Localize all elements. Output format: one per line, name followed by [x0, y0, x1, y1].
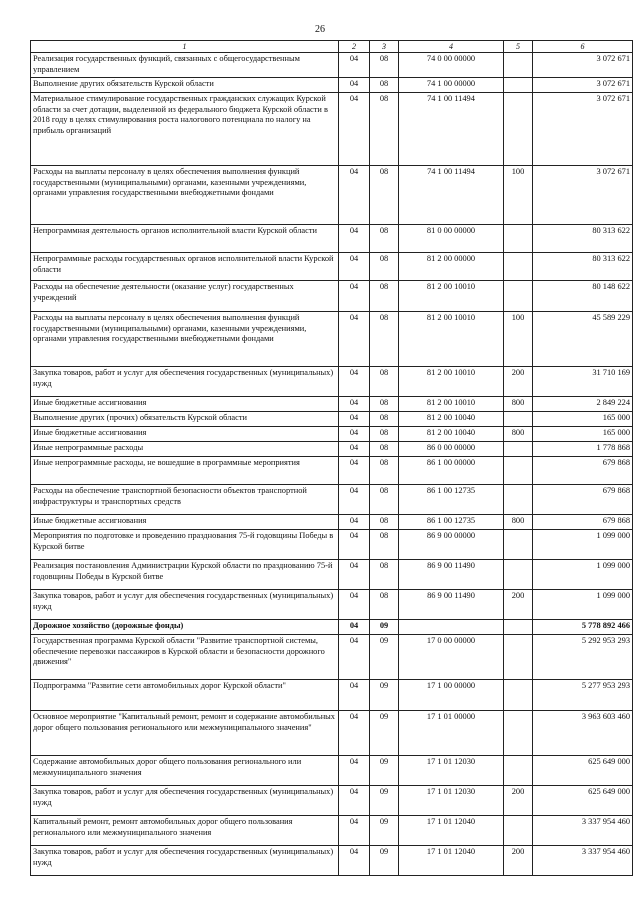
row-section: 04: [339, 397, 370, 412]
table-row: [31, 711, 633, 756]
row-target-article: 74 1 00 11494: [399, 166, 504, 225]
row-name: Дорожное хозяйство (дорожные фонды): [31, 620, 339, 635]
row-subsection: 09: [370, 756, 399, 786]
row-name: Выполнение других (прочих) обязательств Курской области: [31, 412, 339, 427]
row-target-article: 81 2 00 10040: [399, 412, 504, 427]
row-section: 04: [339, 680, 370, 711]
row-target-article: 86 9 00 11490: [399, 560, 504, 590]
row-target-article: 86 1 00 12735: [399, 515, 504, 530]
row-expense-type: 200: [504, 367, 533, 397]
row-expense-type: [504, 485, 533, 515]
column-header: 6: [533, 41, 633, 53]
table-row: [31, 590, 633, 620]
row-subsection: 08: [370, 442, 399, 457]
row-section: 04: [339, 93, 370, 166]
row-target-article: 17 1 01 12040: [399, 816, 504, 846]
row-section: 04: [339, 515, 370, 530]
row-name: Расходы на выплаты персоналу в целях обеспечения выполнения функций государственными (муниципальными) органами, казенными учреждениями, органами управления государственными внебюджетными фондами: [31, 166, 339, 225]
row-subsection: 08: [370, 281, 399, 312]
table-row: [31, 53, 633, 78]
row-name: Иные непрограммные расходы, не вошедшие в программные мероприятия: [31, 457, 339, 485]
row-expense-type: [504, 93, 533, 166]
row-amount: 5 778 892 466: [533, 620, 633, 635]
row-subsection: 08: [370, 560, 399, 590]
row-section: 04: [339, 253, 370, 281]
row-subsection: 08: [370, 427, 399, 442]
row-section: 04: [339, 166, 370, 225]
row-amount: 80 313 622: [533, 225, 633, 253]
row-expense-type: [504, 442, 533, 457]
table-row: [31, 166, 633, 225]
row-section: 04: [339, 560, 370, 590]
row-name: Содержание автомобильных дорог общего пользования регионального или межмуниципального значения: [31, 756, 339, 786]
row-target-article: 17 0 00 00000: [399, 635, 504, 680]
row-subsection: 09: [370, 711, 399, 756]
row-name: Расходы на обеспечение транспортной безопасности объектов транспортной инфраструктуры и транспортных средств: [31, 485, 339, 515]
row-name: Мероприятия по подготовке и проведению празднования 75-й годовщины Победы в Курской битве: [31, 530, 339, 560]
row-expense-type: [504, 53, 533, 78]
row-name: Закупка товаров, работ и услуг для обеспечения государственных (муниципальных) нужд: [31, 846, 339, 876]
row-section: 04: [339, 457, 370, 485]
column-header: 5: [504, 41, 533, 53]
row-section: 04: [339, 711, 370, 756]
row-expense-type: [504, 457, 533, 485]
row-amount: 80 148 622: [533, 281, 633, 312]
row-target-article: 81 2 00 10010: [399, 281, 504, 312]
row-name: Реализация постановления Администрации Курской области по празднованию 75-й годовщины Победы в Курской битве: [31, 560, 339, 590]
row-expense-type: 100: [504, 312, 533, 367]
row-name: Материальное стимулирование государственных гражданских служащих Курской области за счет дотации, выделенной из федерального бюджета Курской области в 2018 году в целях стимулирования роста налогового потенциала по налогу на прибыль организаций: [31, 93, 339, 166]
row-subsection: 09: [370, 786, 399, 816]
row-section: 04: [339, 756, 370, 786]
row-name: Реализация государственных функций, связанных с общегосударственным управлением: [31, 53, 339, 78]
row-section: 04: [339, 225, 370, 253]
row-amount: 3 963 603 460: [533, 711, 633, 756]
table-row: [31, 367, 633, 397]
table-row: [31, 442, 633, 457]
row-target-article: 17 1 01 12030: [399, 786, 504, 816]
row-section: 04: [339, 846, 370, 876]
row-target-article: 81 0 00 00000: [399, 225, 504, 253]
row-name: Капитальный ремонт, ремонт автомобильных дорог общего пользования регионального или межмуниципального значения: [31, 816, 339, 846]
row-subsection: 08: [370, 485, 399, 515]
row-subsection: 08: [370, 53, 399, 78]
table-row: [31, 846, 633, 876]
row-subsection: 08: [370, 78, 399, 93]
row-amount: 80 313 622: [533, 253, 633, 281]
row-section: 04: [339, 53, 370, 78]
row-amount: 3 337 954 460: [533, 816, 633, 846]
row-amount: 3 337 954 460: [533, 846, 633, 876]
row-amount: 679 868: [533, 515, 633, 530]
table-row: [31, 786, 633, 816]
row-name: Непрограммная деятельность органов исполнительной власти Курской области: [31, 225, 339, 253]
row-expense-type: [504, 530, 533, 560]
column-header: 4: [399, 41, 504, 53]
row-subsection: 08: [370, 397, 399, 412]
row-expense-type: 200: [504, 846, 533, 876]
row-name: Иные непрограммные расходы: [31, 442, 339, 457]
row-expense-type: 800: [504, 515, 533, 530]
table-row: [31, 680, 633, 711]
table-row: [31, 457, 633, 485]
row-name: Иные бюджетные ассигнования: [31, 427, 339, 442]
row-subsection: 08: [370, 93, 399, 166]
row-expense-type: [504, 281, 533, 312]
row-expense-type: 800: [504, 427, 533, 442]
row-subsection: 08: [370, 530, 399, 560]
row-expense-type: 100: [504, 166, 533, 225]
row-target-article: 81 2 00 10040: [399, 427, 504, 442]
row-amount: 625 649 000: [533, 786, 633, 816]
row-amount: 31 710 169: [533, 367, 633, 397]
table-row: [31, 397, 633, 412]
row-target-article: 86 9 00 11490: [399, 590, 504, 620]
row-amount: 165 000: [533, 427, 633, 442]
row-target-article: 74 1 00 11494: [399, 93, 504, 166]
column-header: 3: [370, 41, 399, 53]
row-section: 04: [339, 530, 370, 560]
row-target-article: 17 1 00 00000: [399, 680, 504, 711]
row-subsection: 08: [370, 515, 399, 530]
row-expense-type: [504, 816, 533, 846]
row-name: Закупка товаров, работ и услуг для обеспечения государственных (муниципальных) нужд: [31, 786, 339, 816]
row-amount: 679 868: [533, 485, 633, 515]
row-subsection: 08: [370, 312, 399, 367]
row-expense-type: [504, 78, 533, 93]
table-row: [31, 816, 633, 846]
row-subsection: 08: [370, 590, 399, 620]
row-amount: 3 072 671: [533, 78, 633, 93]
row-name: Основное мероприятие "Капитальный ремонт, ремонт и содержание автомобильных дорог общего пользования регионального или межмуниципального значения": [31, 711, 339, 756]
row-expense-type: [504, 635, 533, 680]
row-expense-type: 200: [504, 590, 533, 620]
row-subsection: 09: [370, 816, 399, 846]
row-expense-type: [504, 412, 533, 427]
table-row: [31, 225, 633, 253]
row-target-article: 81 2 00 10010: [399, 367, 504, 397]
row-name: Расходы на обеспечение деятельности (оказание услуг) государственных учреждений: [31, 281, 339, 312]
table-header-row: [31, 41, 633, 53]
row-expense-type: [504, 560, 533, 590]
row-section: 04: [339, 281, 370, 312]
row-expense-type: 200: [504, 786, 533, 816]
row-subsection: 08: [370, 225, 399, 253]
row-amount: 1 099 000: [533, 530, 633, 560]
row-section: 04: [339, 816, 370, 846]
row-target-article: 74 0 00 00000: [399, 53, 504, 78]
row-amount: 45 589 229: [533, 312, 633, 367]
row-name: Государственная программа Курской области "Развитие транспортной системы, обеспечение перевозки пассажиров в Курской области и безопасности дорожного движения": [31, 635, 339, 680]
row-amount: 5 277 953 293: [533, 680, 633, 711]
row-target-article: 86 9 00 00000: [399, 530, 504, 560]
row-target-article: 17 1 01 12030: [399, 756, 504, 786]
row-expense-type: [504, 225, 533, 253]
row-target-article: 81 2 00 00000: [399, 253, 504, 281]
row-subsection: 09: [370, 846, 399, 876]
row-subsection: 08: [370, 367, 399, 397]
row-name: Подпрограмма "Развитие сети автомобильных дорог Курской области": [31, 680, 339, 711]
row-expense-type: [504, 756, 533, 786]
row-target-article: 81 2 00 10010: [399, 312, 504, 367]
row-name: Иные бюджетные ассигнования: [31, 515, 339, 530]
table-row: [31, 530, 633, 560]
row-section: 04: [339, 786, 370, 816]
table-row: [31, 312, 633, 367]
page-number: 26: [315, 24, 325, 35]
row-expense-type: [504, 620, 533, 635]
row-name: Непрограммные расходы государственных органов исполнительной власти Курской области: [31, 253, 339, 281]
table-row: [31, 485, 633, 515]
row-expense-type: [504, 253, 533, 281]
row-section: 04: [339, 412, 370, 427]
row-amount: 3 072 671: [533, 53, 633, 78]
row-name: Закупка товаров, работ и услуг для обеспечения государственных (муниципальных) нужд: [31, 590, 339, 620]
table-row: [31, 78, 633, 93]
row-amount: 165 000: [533, 412, 633, 427]
column-header: 2: [339, 41, 370, 53]
row-amount: 3 072 671: [533, 93, 633, 166]
column-header: 1: [31, 41, 339, 53]
row-section: 04: [339, 635, 370, 680]
row-section: 04: [339, 620, 370, 635]
table-row: [31, 412, 633, 427]
row-section: 04: [339, 590, 370, 620]
row-subsection: 09: [370, 680, 399, 711]
row-subsection: 09: [370, 635, 399, 680]
table-row: [31, 560, 633, 590]
row-expense-type: [504, 711, 533, 756]
row-amount: 5 292 953 293: [533, 635, 633, 680]
row-expense-type: [504, 680, 533, 711]
row-section: 04: [339, 367, 370, 397]
row-target-article: 17 1 01 12040: [399, 846, 504, 876]
row-amount: 679 868: [533, 457, 633, 485]
row-amount: 2 849 224: [533, 397, 633, 412]
row-target-article: [399, 620, 504, 635]
budget-table: [30, 40, 633, 876]
row-subsection: 08: [370, 457, 399, 485]
row-subsection: 09: [370, 620, 399, 635]
row-name: Закупка товаров, работ и услуг для обеспечения государственных (муниципальных) нужд: [31, 367, 339, 397]
table-row: [31, 281, 633, 312]
row-section: 04: [339, 442, 370, 457]
row-amount: 1 778 868: [533, 442, 633, 457]
row-target-article: 86 0 00 00000: [399, 442, 504, 457]
row-name: Выполнение других обязательств Курской области: [31, 78, 339, 93]
row-amount: 1 099 000: [533, 590, 633, 620]
table-row: [31, 515, 633, 530]
row-amount: 1 099 000: [533, 560, 633, 590]
row-section: 04: [339, 427, 370, 442]
row-subsection: 08: [370, 166, 399, 225]
table-row: [31, 756, 633, 786]
row-target-article: 81 2 00 10010: [399, 397, 504, 412]
row-section: 04: [339, 78, 370, 93]
row-name: Расходы на выплаты персоналу в целях обеспечения выполнения функций государственными (муниципальными) органами, казенными учреждениями, органами управления государственными внебюджетными фондами: [31, 312, 339, 367]
table-row: [31, 93, 633, 166]
row-target-article: 86 1 00 00000: [399, 457, 504, 485]
row-section: 04: [339, 485, 370, 515]
table-row: [31, 635, 633, 680]
row-amount: 3 072 671: [533, 166, 633, 225]
table-row: [31, 620, 633, 635]
table-row: [31, 427, 633, 442]
row-section: 04: [339, 312, 370, 367]
row-name: Иные бюджетные ассигнования: [31, 397, 339, 412]
row-subsection: 08: [370, 253, 399, 281]
row-target-article: 74 1 00 00000: [399, 78, 504, 93]
row-target-article: 17 1 01 00000: [399, 711, 504, 756]
row-target-article: 86 1 00 12735: [399, 485, 504, 515]
row-amount: 625 649 000: [533, 756, 633, 786]
row-subsection: 08: [370, 412, 399, 427]
row-expense-type: 800: [504, 397, 533, 412]
table-row: [31, 253, 633, 281]
